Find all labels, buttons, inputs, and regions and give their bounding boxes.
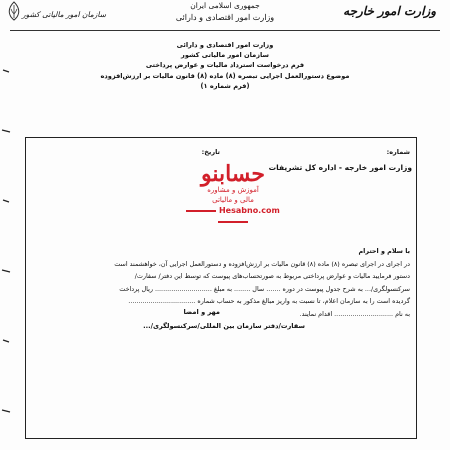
org-name-header: سازمان امور مالیاتی کشور	[22, 10, 106, 19]
watermark-bar	[186, 210, 216, 212]
title-line: فرم درخواست استرداد مالیات و عوارض پرداختی	[145, 61, 305, 70]
scan-edge-marks	[0, 60, 14, 440]
form-title-block	[90, 40, 360, 91]
body-line: گردیده است را به سازمان اعلام، تا نسبت به واریز مبالغ مذکور به حساب شماره .................................	[128, 297, 410, 306]
addressee: وزارت امور خارجه - اداره کل تشریفات	[268, 163, 412, 172]
watermark-bar	[218, 221, 248, 223]
title-line: سازمان امور مالیاتی کشور	[181, 51, 269, 60]
body-line: سرکنسولگری/... به شرح جدول پیوست در دوره ....... سال ........ به مبلغ ............................ ریال پرداخت	[119, 284, 410, 293]
form-number: (فرم شماره ۱)	[200, 81, 250, 90]
greeting: با سلام و احترام	[358, 247, 410, 255]
ministry-name: وزارت امور اقتصادی و دارائی	[175, 13, 275, 22]
republic-name: جمهوری اسلامی ایران	[190, 1, 260, 10]
watermark-brand: حسابنو	[200, 161, 266, 187]
body-line: به نام ............................. اقدام نمایند.	[299, 309, 410, 318]
signature-label: مهر و امضا	[183, 308, 220, 316]
body-line: دستور فرمایید مالیات و عوارض پرداختی مربوط به صورتحساب‌های پیوست که توسط این دفتر/ سفارت/	[134, 272, 410, 281]
date-label: تاریخ:	[201, 148, 220, 156]
number-label: شماره:	[386, 148, 410, 156]
header-divider	[10, 30, 440, 31]
emblem-icon	[4, 0, 24, 22]
ministry-header	[170, 0, 280, 24]
watermark-site-text: Hesabno.com	[218, 206, 280, 215]
title-line: وزارت امور اقتصادی و دارائی	[176, 41, 274, 49]
embassy-line: سفارت/دفتر سازمان بین المللی/سرکنسولگری/...	[143, 322, 305, 330]
body-line: در اجرای در اجرای تبصره (۸) ماده (۸) قانون مالیات بر ارزش‌افزوده و دستورالعمل اجرایی آن، خواهشمند است	[114, 259, 410, 268]
watermark-tagline: مالی و مالیاتی	[212, 196, 254, 204]
title-line: موضوع دستورالعمل اجرایی تبصره (۸) ماده (۸) قانون مالیات بر ارزش‌افزوده	[100, 71, 350, 80]
watermark-tagline: آموزش و مشاوره	[207, 186, 259, 194]
watermark-logo	[178, 163, 288, 233]
watermark-site	[178, 205, 288, 227]
foreign-ministry-header: وزارت امور خارجه	[343, 4, 436, 18]
letter-body	[38, 245, 410, 321]
